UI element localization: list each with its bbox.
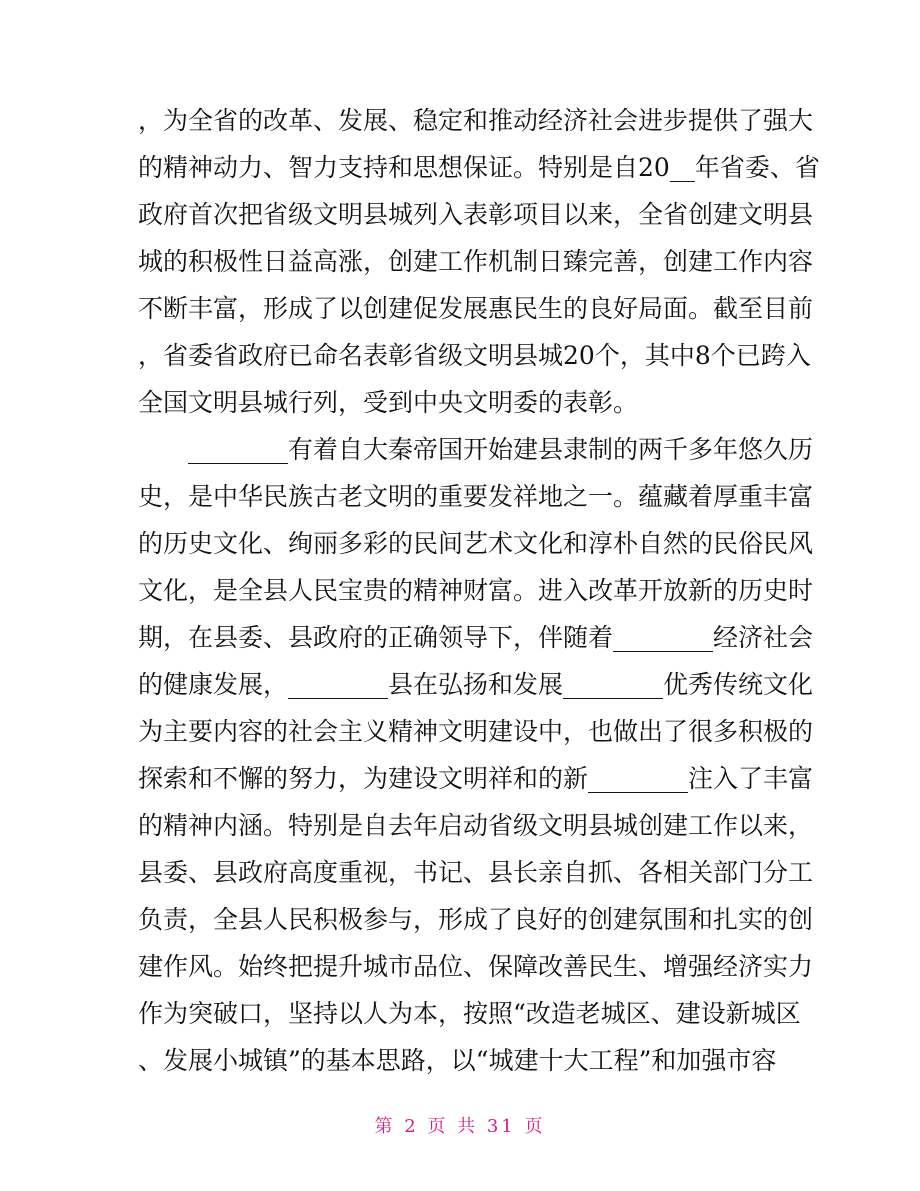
text-line: 城的积极性日益高涨，创建工作机制日臻完善，创建工作内容 [138,247,814,276]
text-line: 探索和不懈的努力，为建设文明祥和的新________注入了丰富 [138,764,814,793]
text-line: 负责，全县人民积极参与，形成了良好的创建氛围和扎实的创 [138,905,814,934]
page-number-footer: 第 2 页 共 31 页 [374,1116,546,1137]
text-line: ，省委省政府已命名表彰省级文明县城20个，其中8个已跨入 [138,341,811,370]
text-line: 的健康发展，________县在弘扬和发展________优秀传统文化 [138,670,814,699]
text-line: 、发展小城镇”的基本思路，以“城建十大工程”和加强市容 [138,1046,777,1075]
text-line: 的精神动力、智力支持和思想保证。特别是自20__年省委、省 [138,153,820,182]
text-line: 建作风。始终把提升城市品位、保障改善民生、增强经济实力 [138,952,814,981]
body-text [138,97,820,1084]
text-line: 不断丰富，形成了以创建促发展惠民生的良好局面。截至目前 [138,294,814,323]
text-line: 县委、县政府高度重视，书记、县长亲自抓、各相关部门分工 [138,858,814,887]
text-line: 全国文明县城行列，受到中央文明委的表彰。 [138,388,639,417]
text-line: ________有着自大秦帝国开始建县隶制的两千多年悠久历 [138,435,814,464]
text-line: 文化，是全县人民宝贵的精神财富。进入改革开放新的历史时 [138,576,814,605]
text-line: 的历史文化、绚丽多彩的民间艺术文化和淳朴自然的民俗民风 [138,529,814,558]
text-line: 期，在县委、县政府的正确领导下，伴随着________经济社会 [138,623,814,652]
text-line: 的精神内涵。特别是自去年启动省级文明县城创建工作以来， [138,811,814,840]
text-line: ，为全省的改革、发展、稳定和推动经济社会进步提供了强大 [138,106,814,135]
text-line: 作为突破口，坚持以人为本，按照“改造老城区、建设新城区 [138,999,801,1028]
text-line: 政府首次把省级文明县城列入表彰项目以来，全省创建文明县 [138,200,814,229]
text-line: 史，是中华民族古老文明的重要发祥地之一。蕴藏着厚重丰富 [138,482,814,511]
text-line: 为主要内容的社会主义精神文明建设中，也做出了很多积极的 [138,717,814,746]
